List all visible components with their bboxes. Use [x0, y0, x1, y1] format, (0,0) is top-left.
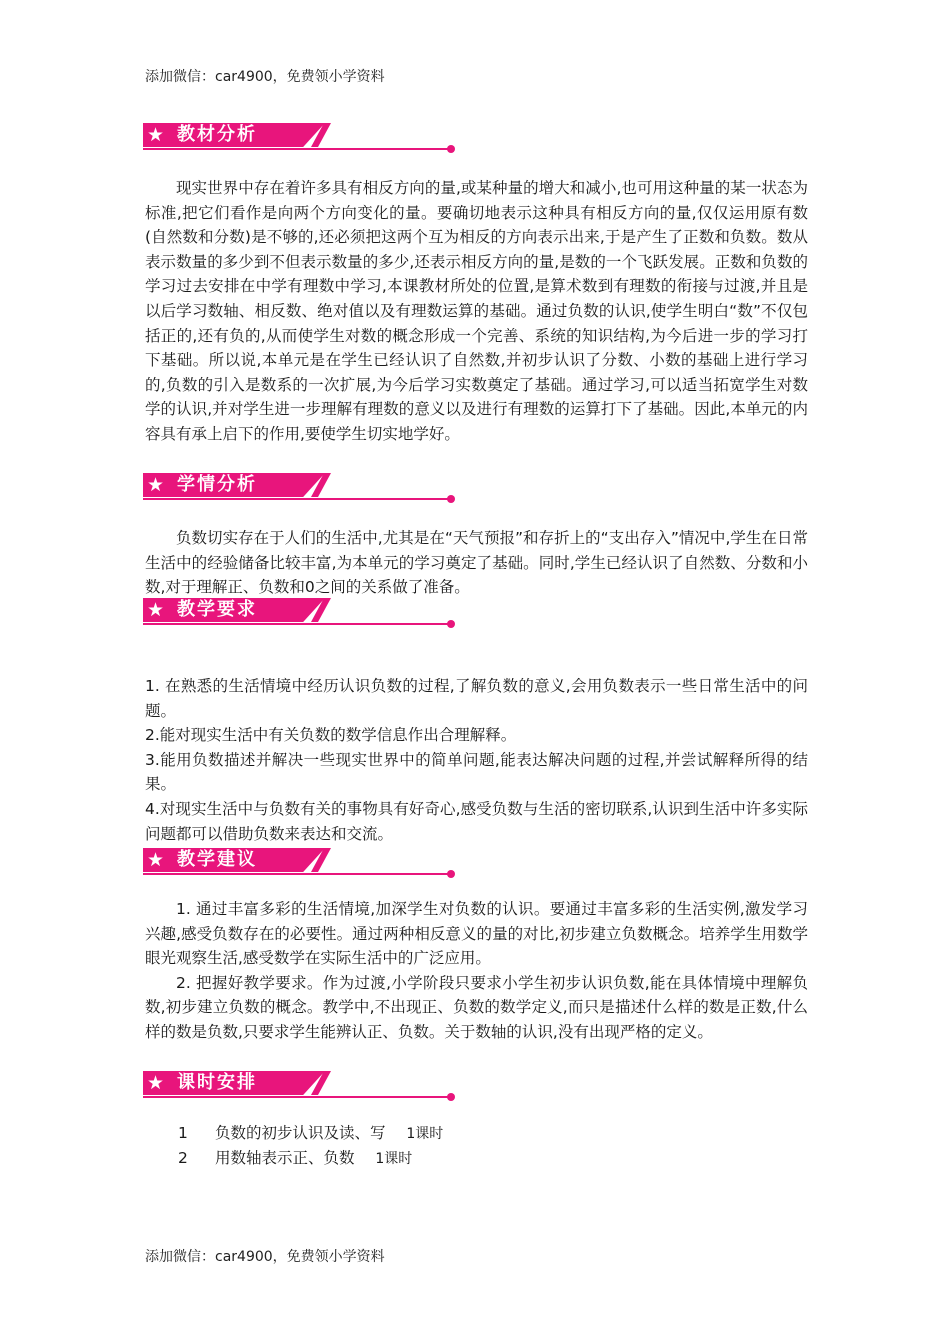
section-heading-learner — [143, 473, 458, 507]
schedule-topic: 负数的初步认识及读、写 — [214, 1124, 386, 1142]
analysis-body — [145, 176, 808, 447]
header-note: 添加微信：car4900，免费领小学资料 — [145, 69, 385, 85]
section-title: 课时安排 — [177, 1072, 257, 1093]
heading-underline — [143, 498, 449, 500]
heading-end-dot — [447, 1093, 455, 1101]
star-icon: ★ — [147, 1072, 165, 1094]
requirement-item: 2.能对现实生活中有关负数的数学信息作出合理解释。 — [145, 726, 517, 745]
schedule-row — [178, 1121, 443, 1146]
star-icon: ★ — [147, 849, 165, 871]
heading-underline — [143, 623, 449, 625]
heading-underline — [143, 148, 449, 150]
suggestions-body — [145, 897, 808, 1045]
analysis-paragraph: 现实世界中存在着许多具有相反方向的量,或某种量的增大和减小,也可用这种量的某一状态为标准,把它们看作是向两个方向变化的量。要确切地表示这种具有相反方向的量,仅仅运用原有数(自然数和分数)是不够的,还必须把这两个互为相反的方向表示出来,于是产生了正数和负数。数从表示数量的多少到不但表示数量的多少,还表示相反方向的量,是数的一个飞跃发展。正数和负数的学习过去安排在中学有理数中学习,本课教材所处的位置,是算术数到有理数的衔接与过渡,并且是以后学习数轴、相反数、绝对值以及有理数运算的基础。通过负数的认识,使学生明白“数”不仅包括正的,还有负的,从而使学生对数的概念形成一个完善、系统的知识结构,为今后进一步的学习打下基础。所以说,本单元是在学生已经认识了自然数,并初步认识了分数、小数的基础上进行学习的,负数的引入是数系的一次扩展,为今后学习实数奠定了基础。通过学习,可以适当拓宽学生对数学的认识,并对学生进一步理解有理数的意义以及进行有理数的运算打下了基础。因此,本单元的内容具有承上启下的作用,要使学生切实地学好。 — [145, 179, 808, 443]
requirement-item: 4.对现实生活中与负数有关的事物具有好奇心,感受负数与生活的密切联系,认识到生活中许多实际问题都可以借助负数来表达和交流。 — [145, 799, 808, 843]
heading-underline — [143, 873, 449, 875]
section-heading-requirements — [143, 598, 458, 632]
learner-paragraph: 负数切实存在于人们的生活中,尤其是在“天气预报”和存折上的“支出存入”情况中,学生在日常生活中的经验储备比较丰富,为本单元的学习奠定了基础。同时,学生已经认识了自然数、分数和小数,对于理解正、负数和0之间的关系做了准备。 — [145, 529, 808, 597]
section-title: 教学要求 — [177, 599, 257, 620]
schedule-number: 2 — [178, 1149, 188, 1167]
schedule-row — [178, 1146, 412, 1171]
star-icon: ★ — [147, 474, 165, 496]
heading-end-dot — [447, 495, 455, 503]
section-title: 学情分析 — [177, 474, 257, 495]
suggestion-item: 2. 把握好教学要求。作为过渡,小学阶段只要求小学生初步认识负数,能在具体情境中理解负数,初步建立负数的概念。教学中,不出现正、负数的数学定义,而只是描述什么样的数是正数,什么样的数是负数,只要求学生能辨认正、负数。关于数轴的认识,没有出现严格的定义。 — [145, 973, 808, 1041]
suggestion-item: 1. 通过丰富多彩的生活情境,加深学生对负数的认识。要通过丰富多彩的生活实例,激发学习兴趣,感受负数存在的必要性。通过两种相反意义的量的对比,初步建立负数概念。培养学生用数学眼光观察生活,感受数学在实际生活中的广泛应用。 — [145, 900, 808, 968]
section-title: 教学建议 — [177, 849, 257, 870]
footer-note: 添加微信：car4900，免费领小学资料 — [145, 1249, 385, 1265]
requirement-item: 3.能用负数描述并解决一些现实世界中的简单问题,能表达解决问题的过程,并尝试解释所得的结果。 — [145, 750, 808, 794]
schedule-topic: 用数轴表示正、负数 — [214, 1149, 355, 1167]
schedule-hours: 1课时 — [375, 1151, 413, 1167]
schedule-number: 1 — [178, 1124, 188, 1142]
schedule-hours: 1课时 — [406, 1126, 444, 1142]
learner-body — [145, 526, 808, 600]
section-heading-analysis — [143, 123, 458, 157]
section-heading-schedule — [143, 1071, 458, 1105]
requirements-body — [145, 674, 808, 846]
heading-end-dot — [447, 145, 455, 153]
heading-underline — [143, 1096, 449, 1098]
section-heading-suggestions — [143, 848, 458, 882]
star-icon: ★ — [147, 124, 165, 146]
requirement-item: 1. 在熟悉的生活情境中经历认识负数的过程,了解负数的意义,会用负数表示一些日常生活中的问题。 — [145, 677, 808, 720]
section-title: 教材分析 — [177, 124, 257, 145]
heading-end-dot — [447, 620, 455, 628]
star-icon: ★ — [147, 599, 165, 621]
heading-end-dot — [447, 870, 455, 878]
